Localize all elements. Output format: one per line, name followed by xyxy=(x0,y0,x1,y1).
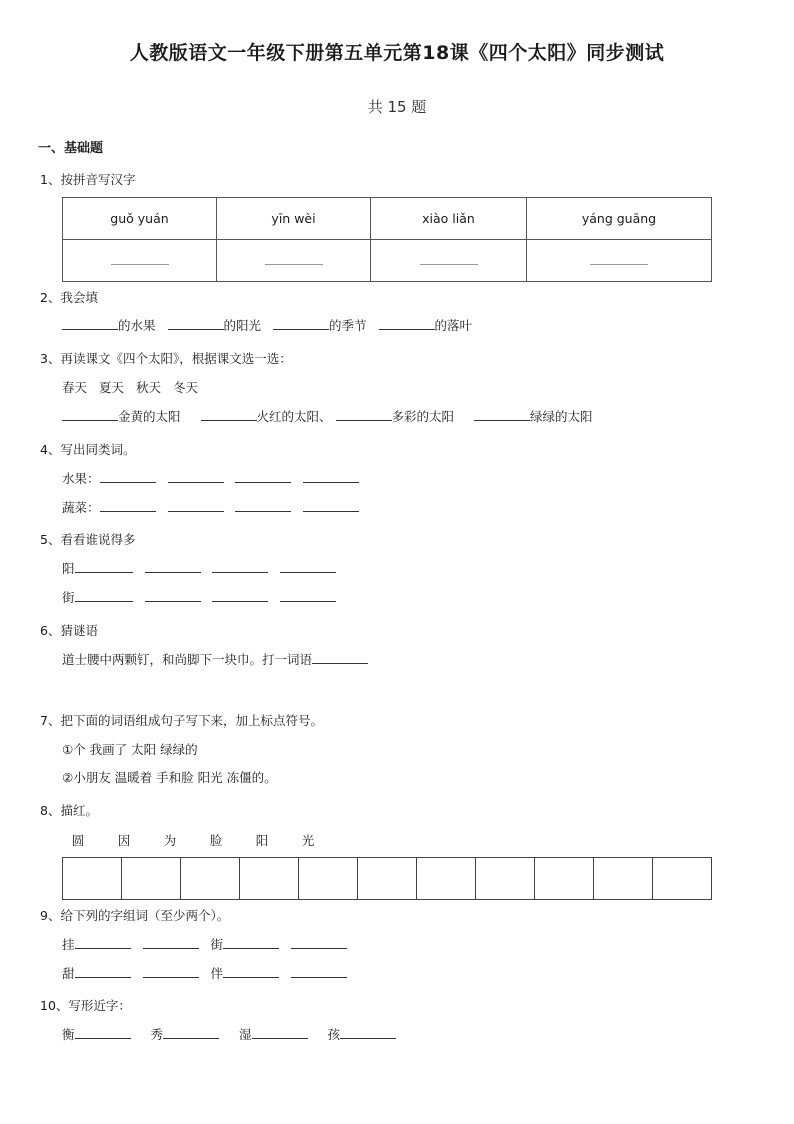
answer-cell[interactable] xyxy=(217,240,371,282)
grid-cell[interactable] xyxy=(653,858,712,900)
q3-item: 金黄的太阳 xyxy=(118,409,181,424)
q2-item: 的季节 xyxy=(329,318,367,333)
q10-label: 10、写形近字： xyxy=(40,998,131,1013)
q7-label: 7、把下面的词语组成句子写下来，加上标点符号。 xyxy=(40,713,323,728)
q10-char: 衡 xyxy=(62,1027,75,1042)
grid-cell[interactable] xyxy=(594,858,653,900)
q4-row-label: 水果： xyxy=(62,471,100,486)
trace-char: 阳 xyxy=(255,833,269,848)
fill-blank[interactable] xyxy=(303,469,359,483)
q8-label: 8、描红。 xyxy=(40,803,98,818)
fill-blank[interactable] xyxy=(75,559,133,573)
grid-cell[interactable] xyxy=(240,858,299,900)
section-title: 一、基础题 xyxy=(38,141,104,156)
question-count: 共 15 题 xyxy=(367,98,427,116)
fill-blank[interactable] xyxy=(280,559,336,573)
q10-char: 秀 xyxy=(150,1027,164,1042)
q7-sentence-1: ①个 我画了 太阳 绿绿的 xyxy=(62,742,198,757)
q5-label: 5、看看谁说得多 xyxy=(40,532,136,547)
fill-blank[interactable] xyxy=(235,498,291,512)
q5-row xyxy=(62,559,336,577)
q2-item: 的水果 xyxy=(118,318,156,333)
q9-char: 甜 xyxy=(62,966,75,981)
q2-label: 2、我会填 xyxy=(40,290,98,305)
fill-blank[interactable] xyxy=(474,407,530,421)
q4-row xyxy=(62,498,359,516)
fill-blank[interactable] xyxy=(340,1025,396,1039)
q9-label: 9、给下列的字组词（至少两个）。 xyxy=(40,908,230,923)
q3-options xyxy=(62,378,198,396)
fill-blank[interactable] xyxy=(168,498,224,512)
fill-blank[interactable] xyxy=(291,964,347,978)
fill-blank[interactable] xyxy=(75,964,131,978)
fill-blank[interactable] xyxy=(100,469,156,483)
fill-blank[interactable] xyxy=(273,316,329,330)
fill-blank[interactable] xyxy=(336,407,392,421)
page-title: 人教版语文一年级下册第五单元第18课《四个太阳》同步测试 xyxy=(129,42,665,64)
answer-cell[interactable] xyxy=(371,240,527,282)
q5-row-label: 街 xyxy=(62,590,75,605)
fill-blank[interactable] xyxy=(62,316,118,330)
q9-char: 伴 xyxy=(210,966,223,981)
q3-item: 火红的太阳、 xyxy=(256,409,332,424)
trace-char: 光 xyxy=(301,833,315,848)
q3-line xyxy=(62,407,593,425)
trace-char: 脸 xyxy=(209,833,223,848)
answer-cell[interactable] xyxy=(527,240,712,282)
q6-riddle: 道士腰中两颗钉，和尚脚下一块巾。打一词语 xyxy=(62,652,313,667)
trace-char: 圆 xyxy=(71,833,85,848)
q3-option: 春天 xyxy=(62,380,88,395)
q3-option: 冬天 xyxy=(173,380,199,395)
q5-row xyxy=(62,588,336,606)
q2-line xyxy=(62,316,472,334)
fill-blank[interactable] xyxy=(291,935,347,949)
q9-row xyxy=(62,964,347,982)
fill-blank[interactable] xyxy=(75,935,131,949)
answer-blank[interactable] xyxy=(590,254,648,265)
q3-item: 多彩的太阳 xyxy=(391,409,455,424)
fill-blank[interactable] xyxy=(75,588,133,602)
q10-char: 湿 xyxy=(239,1027,252,1042)
grid-cell[interactable] xyxy=(122,858,181,900)
q8-writing-grid xyxy=(62,857,712,900)
fill-blank[interactable] xyxy=(280,588,336,602)
fill-blank[interactable] xyxy=(143,935,199,949)
pinyin-cell: xiào liǎn xyxy=(371,198,527,240)
q2-item: 的落叶 xyxy=(434,318,473,333)
q6-riddle-line xyxy=(62,650,368,668)
fill-blank[interactable] xyxy=(223,964,279,978)
fill-blank[interactable] xyxy=(235,469,291,483)
trace-char: 为 xyxy=(163,833,177,848)
q9-char: 街 xyxy=(210,937,223,952)
fill-blank[interactable] xyxy=(163,1025,219,1039)
fill-blank[interactable] xyxy=(143,964,199,978)
q4-label: 4、写出同类词。 xyxy=(40,442,136,457)
q9-char: 挂 xyxy=(62,937,75,952)
trace-char: 因 xyxy=(117,833,131,848)
q2-item: 的阳光 xyxy=(223,318,262,333)
q3-option: 夏天 xyxy=(99,380,125,395)
grid-cell[interactable] xyxy=(535,858,594,900)
q3-option: 秋天 xyxy=(136,380,162,395)
answer-blank[interactable] xyxy=(265,254,323,265)
fill-blank[interactable] xyxy=(223,935,279,949)
q3-label: 3、再读课文《四个太阳》，根据课文选一选： xyxy=(40,351,292,366)
grid-cell[interactable] xyxy=(358,858,417,900)
grid-cell[interactable] xyxy=(299,858,358,900)
q1-pinyin-table xyxy=(62,197,712,282)
q10-row xyxy=(62,1025,396,1043)
q4-row-label: 蔬菜： xyxy=(62,500,100,515)
grid-cell[interactable] xyxy=(181,858,240,900)
fill-blank[interactable] xyxy=(168,316,224,330)
q10-char: 孩 xyxy=(327,1027,341,1042)
pinyin-cell: yīn wèi xyxy=(217,198,371,240)
answer-cell[interactable] xyxy=(63,240,217,282)
fill-blank[interactable] xyxy=(145,588,201,602)
fill-blank[interactable] xyxy=(312,650,368,664)
fill-blank[interactable] xyxy=(168,469,224,483)
q3-item: 绿绿的太阳 xyxy=(530,409,593,424)
grid-cell[interactable] xyxy=(63,858,122,900)
answer-blank[interactable] xyxy=(111,254,169,265)
grid-cell[interactable] xyxy=(417,858,476,900)
q8-chars xyxy=(55,830,331,849)
q4-row xyxy=(62,469,359,487)
fill-blank[interactable] xyxy=(252,1025,308,1039)
fill-blank[interactable] xyxy=(303,498,359,512)
answer-blank[interactable] xyxy=(420,254,478,265)
q7-sentence-2: ②小朋友 温暖着 手和脸 阳光 冻僵的。 xyxy=(62,770,277,785)
grid-cell[interactable] xyxy=(476,858,535,900)
fill-blank[interactable] xyxy=(100,498,156,512)
fill-blank[interactable] xyxy=(145,559,201,573)
fill-blank[interactable] xyxy=(201,407,257,421)
q5-row-label: 阳 xyxy=(62,561,75,576)
fill-blank[interactable] xyxy=(62,407,118,421)
fill-blank[interactable] xyxy=(75,1025,131,1039)
fill-blank[interactable] xyxy=(212,588,268,602)
pinyin-cell: yáng guāng xyxy=(527,198,712,240)
fill-blank[interactable] xyxy=(379,316,435,330)
fill-blank[interactable] xyxy=(212,559,268,573)
q6-label: 6、猜谜语 xyxy=(40,623,98,638)
q9-row xyxy=(62,935,347,953)
q1-label: 1、按拼音写汉字 xyxy=(40,172,136,187)
pinyin-cell: guǒ yuán xyxy=(63,198,217,240)
